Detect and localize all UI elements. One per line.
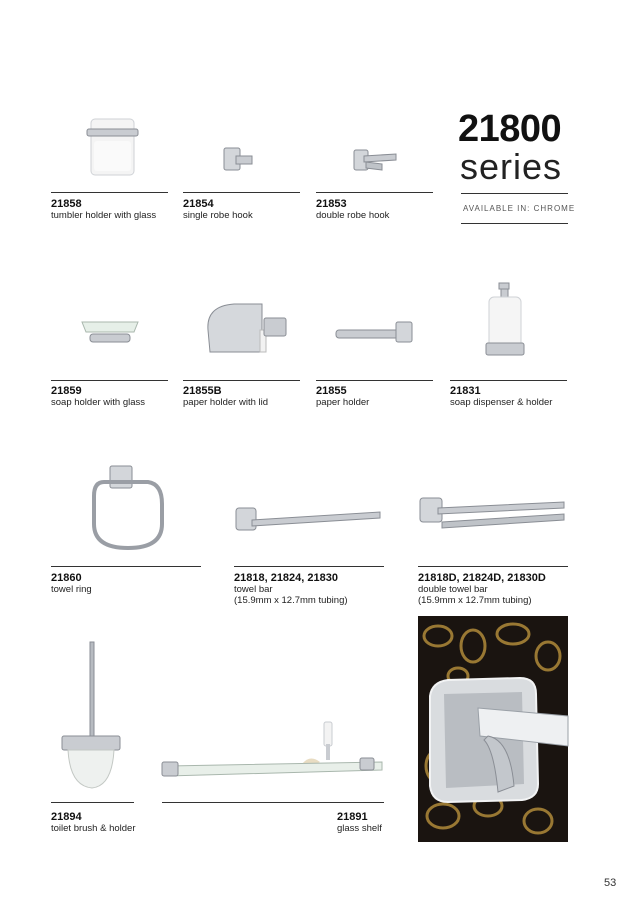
product-code-21831: 21831	[450, 385, 481, 397]
double-towel-bar-image	[418, 494, 568, 536]
rule-21860	[51, 566, 201, 567]
glass-shelf-image	[160, 718, 386, 782]
product-desc-21855: paper holder	[316, 397, 370, 408]
product-code-21855B: 21855B	[183, 385, 222, 397]
product-code-21891: 21891	[337, 811, 368, 823]
tumbler-holder-image	[85, 115, 140, 180]
soap-dispenser-image	[484, 281, 526, 359]
page-number: 53	[604, 877, 617, 889]
rule-21818	[234, 566, 384, 567]
product-desc-21891: glass shelf	[337, 823, 382, 834]
series-word: series	[460, 146, 563, 187]
rule-21894	[51, 802, 134, 803]
availability-note: AVAILABLE IN: CHROME	[463, 204, 576, 213]
product-desc-21858: tumbler holder with glass	[51, 210, 157, 221]
rule-21855B	[183, 380, 300, 381]
product-desc-21854: single robe hook	[183, 210, 253, 221]
product-code-21818: 21818, 21824, 21830	[234, 572, 338, 584]
product-desc-21894: toilet brush & holder	[51, 823, 136, 834]
product-code-21860: 21860	[51, 572, 82, 584]
single-robe-hook-image	[222, 146, 256, 172]
product-code-21854: 21854	[183, 198, 214, 210]
product-desc-21853: double robe hook	[316, 210, 390, 221]
series-rule-bottom	[461, 223, 568, 224]
rule-21891	[162, 802, 384, 803]
series-number: 21800	[458, 108, 562, 150]
towel-bar-image	[234, 504, 384, 534]
series-rule-top	[461, 193, 568, 194]
product-code-21859: 21859	[51, 385, 82, 397]
rule-21818D	[418, 566, 568, 567]
product-desc-21859: soap holder with glass	[51, 397, 145, 408]
product-desc-21831: soap dispenser & holder	[450, 397, 553, 408]
product-code-21818D: 21818D, 21824D, 21830D	[418, 572, 546, 584]
toilet-brush-image	[60, 640, 122, 792]
rule-21859	[51, 380, 168, 381]
product-desc2-21818D: (15.9mm x 12.7mm tubing)	[418, 595, 532, 606]
rule-21831	[450, 380, 567, 381]
product-desc2-21818: (15.9mm x 12.7mm tubing)	[234, 595, 348, 606]
product-code-21858: 21858	[51, 198, 82, 210]
rule-21858	[51, 192, 168, 193]
paper-holder-with-lid-image	[200, 300, 290, 364]
product-desc-21818D: double towel bar	[418, 584, 488, 595]
double-robe-hook-image	[352, 148, 400, 174]
rule-21854	[183, 192, 300, 193]
towel-ring-image	[88, 462, 168, 554]
paper-holder-image	[334, 318, 416, 346]
rule-21855	[316, 380, 433, 381]
product-code-21853: 21853	[316, 198, 347, 210]
product-code-21894: 21894	[51, 811, 82, 823]
product-closeup-photo	[418, 616, 568, 842]
rule-21853	[316, 192, 433, 193]
product-desc-21860: towel ring	[51, 584, 92, 595]
soap-holder-image	[78, 316, 142, 348]
product-code-21855: 21855	[316, 385, 347, 397]
product-desc-21855B: paper holder with lid	[183, 397, 269, 408]
product-desc-21818: towel bar	[234, 584, 273, 595]
